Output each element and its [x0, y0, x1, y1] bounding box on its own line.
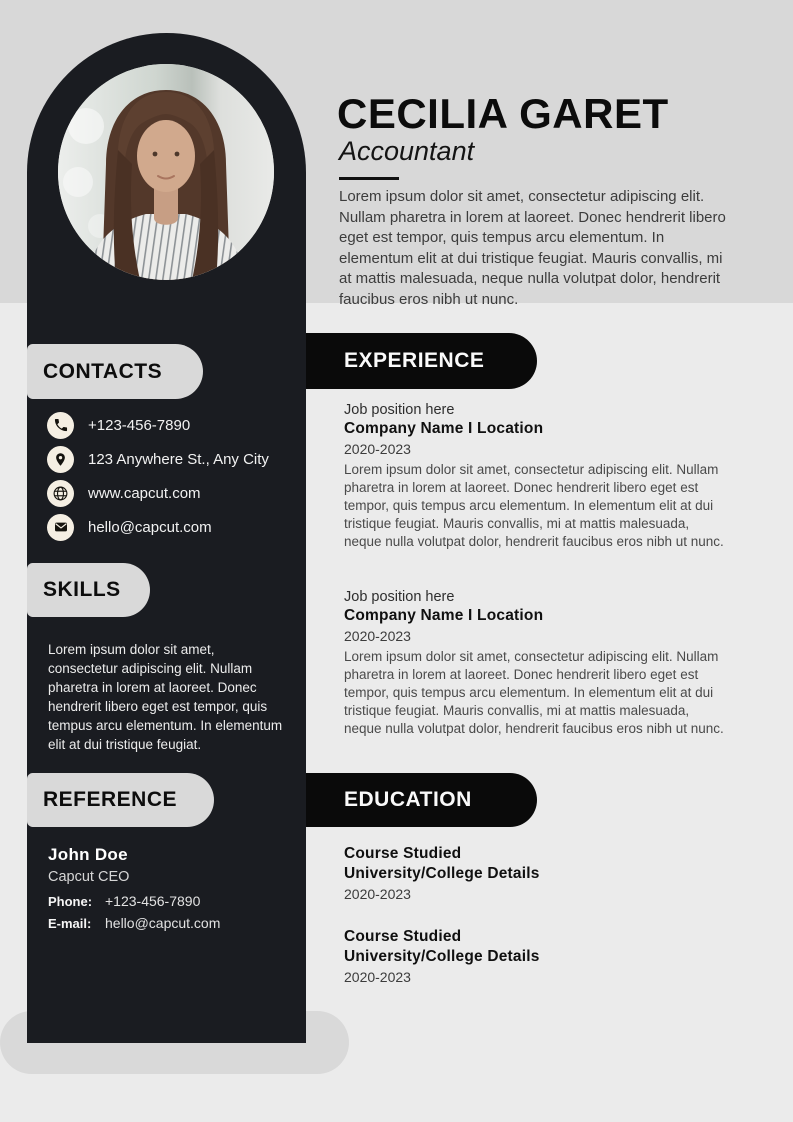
skills-heading-label: SKILLS [43, 578, 121, 601]
location-icon [47, 446, 74, 473]
reference-section-header [27, 773, 214, 827]
experience-position: Job position here [344, 402, 455, 418]
experience-years: 2020-2023 [344, 628, 411, 644]
experience-position: Job position here [344, 589, 455, 605]
skills-description: Lorem ipsum dolor sit amet, consectetur adipiscing elit. Nullam pharetra in lorem at laoreet. Donec hendrerit libero eget est tempor, quis tempus arcu elementum. In elementum elit at dui tristique feugiat. [48, 642, 283, 752]
experience-description: Lorem ipsum dolor sit amet, consectetur adipiscing elit. Nullam pharetra in lorem at laoreet. Donec hendrerit libero eget est tempor, quis tempus arcu elementum. In elementum elit at dui tristique feugiat. Mauris convallis, mi at mattis malesuada, neque nulla volutpat dolor, hendrerit faucibus eros nibh ut nunc. [344, 462, 724, 549]
phone-icon [47, 412, 74, 439]
contact-row-address [47, 445, 269, 473]
contact-email-value: hello@capcut.com [88, 518, 212, 536]
job-title: Accountant [339, 136, 475, 166]
profile-summary: Lorem ipsum dolor sit amet, consectetur adipiscing elit. Nullam pharetra in lorem at laoreet. Donec hendrerit libero eget est tempor, quis tempus arcu elementum. In elementum elit at dui tristique feugiat. Mauris convallis, mi at mattis malesuada, neque nulla volutpat dolor, hendrerit faucibus eros nibh ut nunc. [339, 188, 726, 308]
experience-company: Company Name I Location [344, 607, 544, 624]
reference-role: Capcut CEO [48, 869, 130, 885]
skills-section-header [27, 563, 150, 617]
profile-photo-illustration [58, 64, 274, 280]
profile-photo [58, 64, 274, 280]
education-course: Course Studied [344, 845, 462, 862]
experience-description: Lorem ipsum dolor sit amet, consectetur adipiscing elit. Nullam pharetra in lorem at laoreet. Donec hendrerit libero eget est tempor, quis tempus arcu elementum. In elementum elit at dui tristique feugiat. Mauris convallis, mi at mattis malesuada, neque nulla volutpat dolor, hendrerit faucibus eros nibh ut nunc. [344, 649, 724, 736]
contact-row-website [47, 479, 201, 507]
contact-row-email [47, 513, 212, 541]
education-school: University/College Details [344, 865, 540, 882]
reference-phone-row [48, 893, 200, 909]
contacts-heading-label: CONTACTS [43, 359, 163, 383]
education-school: University/College Details [344, 948, 540, 965]
contact-website-value: www.capcut.com [88, 484, 201, 502]
reference-email-label: E-mail: [48, 916, 92, 931]
globe-icon [47, 480, 74, 507]
reference-heading-label: REFERENCE [43, 788, 178, 811]
contact-phone-value: +123-456-7890 [88, 416, 191, 434]
experience-years: 2020-2023 [344, 441, 411, 457]
education-years: 2020-2023 [344, 886, 411, 902]
experience-company: Company Name I Location [344, 420, 544, 437]
education-heading-label: EDUCATION [344, 788, 472, 811]
contact-address-value: 123 Anywhere St., Any City [88, 450, 269, 468]
reference-phone-label: Phone: [48, 894, 93, 909]
title-underline [339, 177, 399, 180]
education-years: 2020-2023 [344, 969, 411, 985]
reference-email-value: hello@capcut.com [105, 915, 221, 931]
experience-heading-label: EXPERIENCE [344, 349, 485, 372]
contacts-section-header [27, 344, 203, 399]
reference-name: John Doe [48, 845, 128, 864]
reference-phone-value: +123-456-7890 [105, 893, 201, 909]
education-section-header [306, 773, 537, 827]
reference-email-row [48, 915, 220, 931]
email-icon [47, 514, 74, 541]
experience-section-header [306, 333, 537, 389]
person-name: CECILIA GARET [337, 90, 669, 137]
education-course: Course Studied [344, 928, 462, 945]
contact-row-phone [47, 411, 190, 439]
